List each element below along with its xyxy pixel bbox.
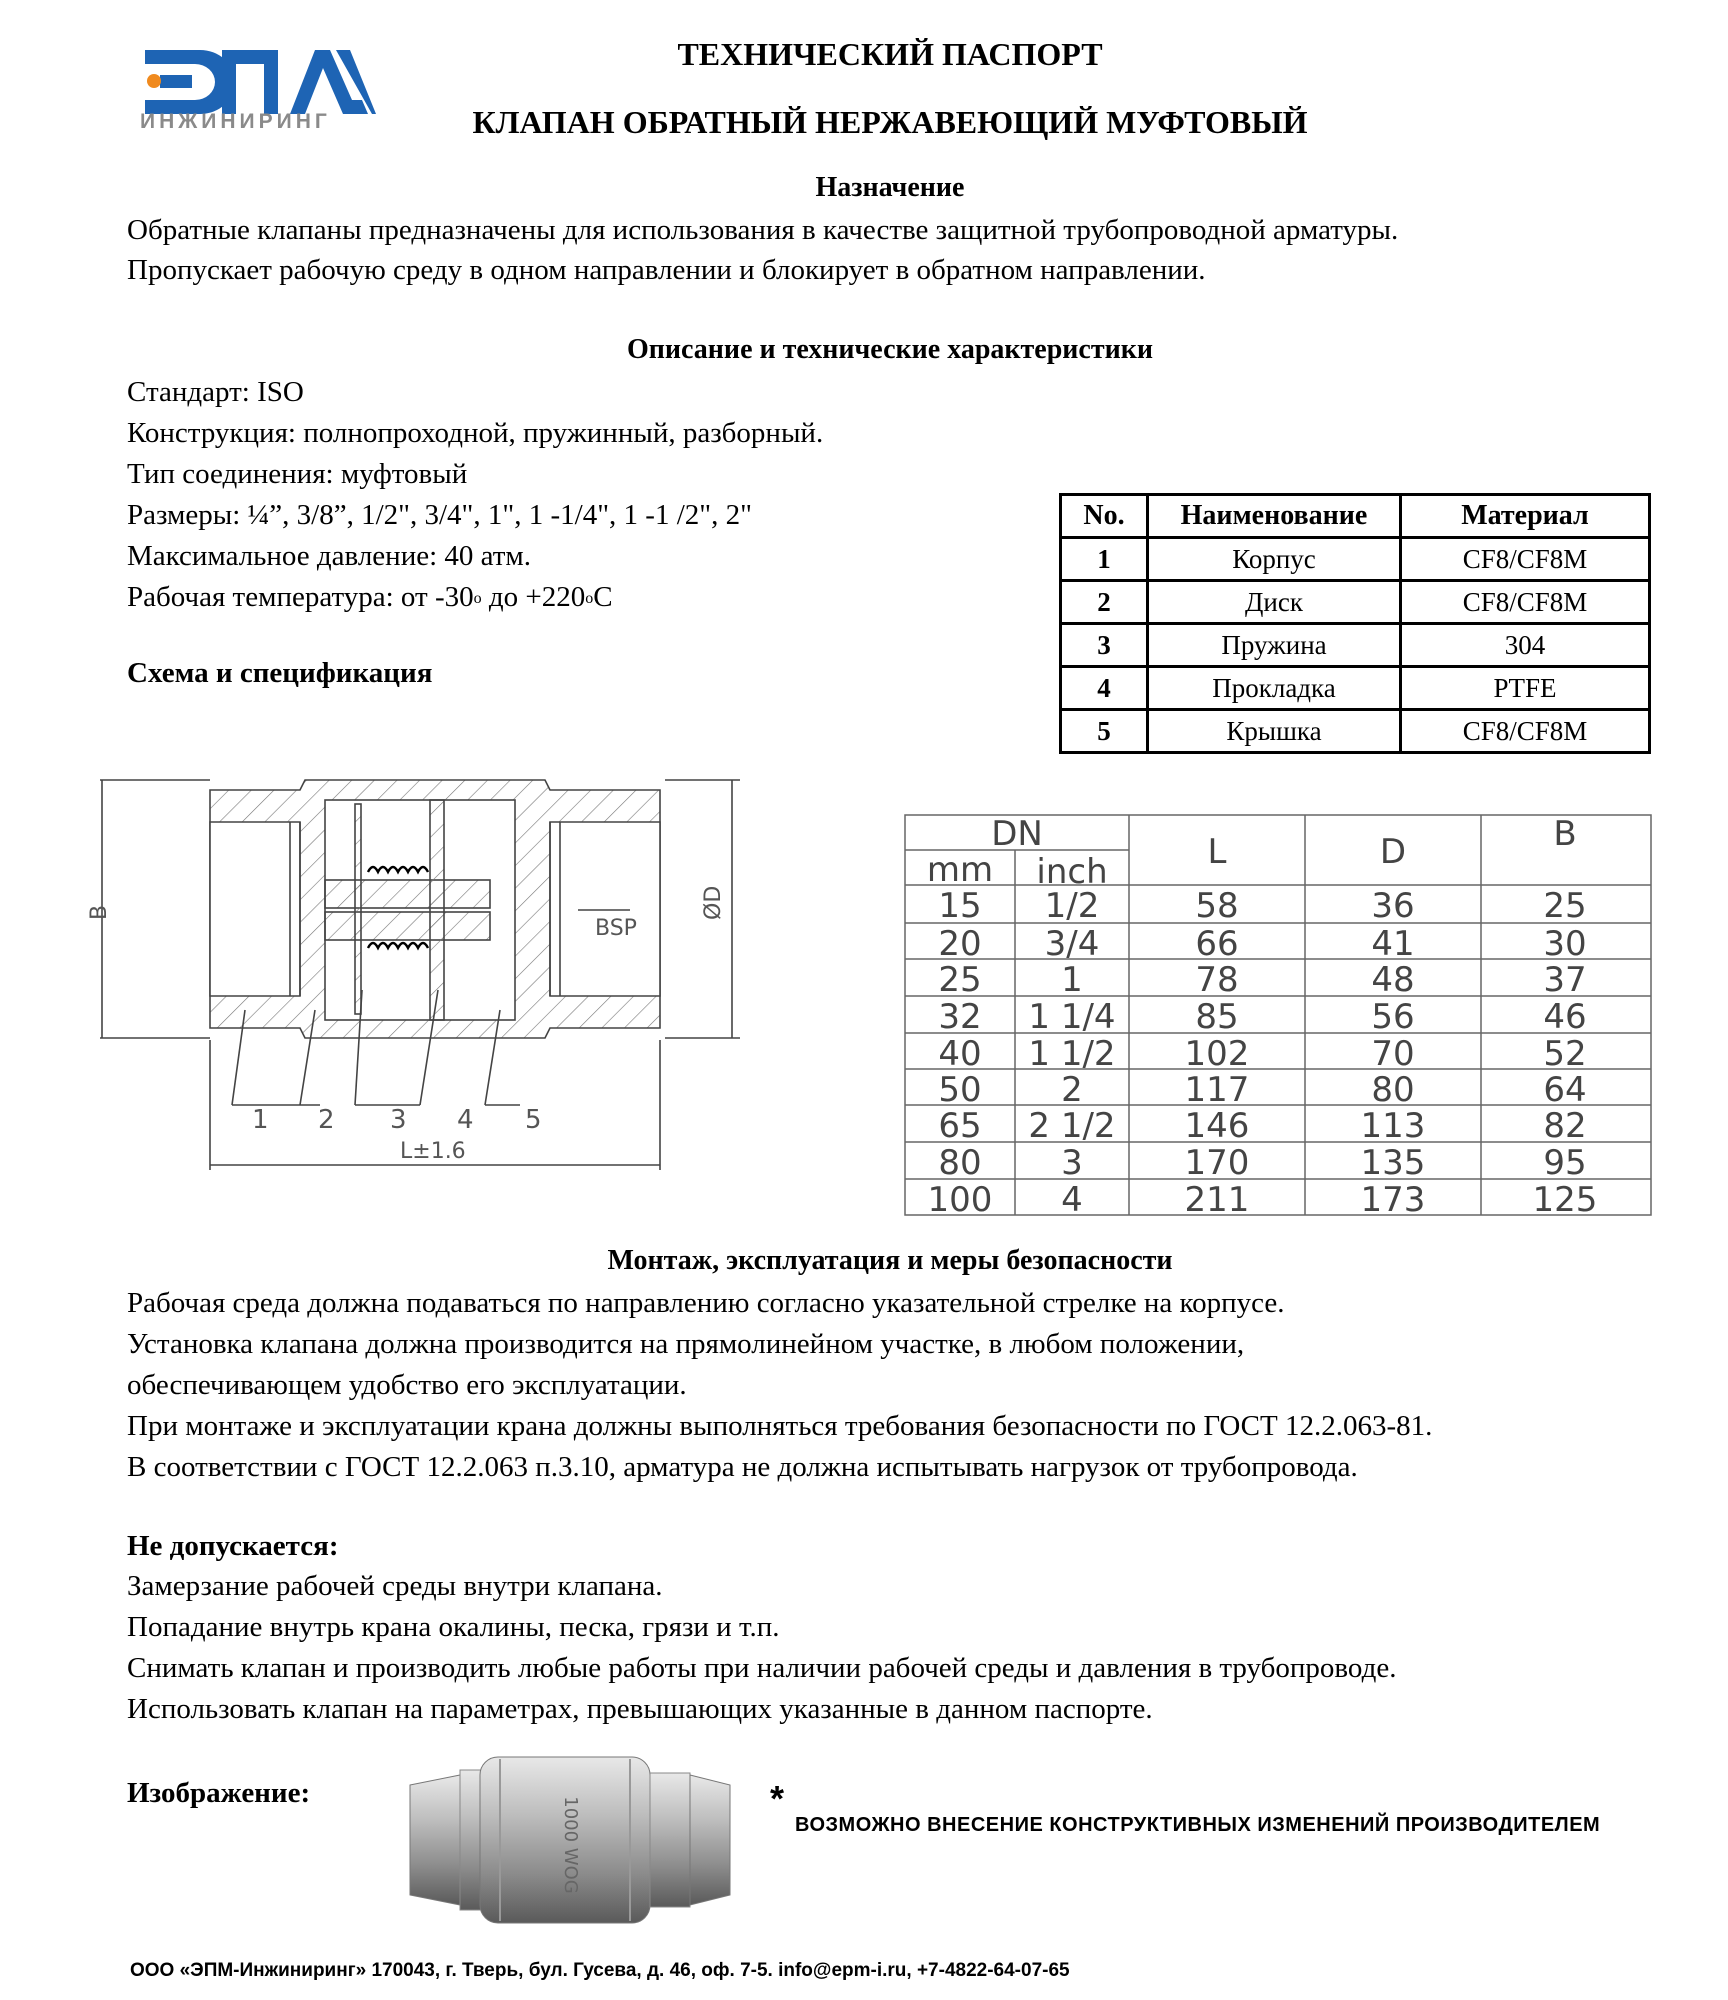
column-header: Наименование [1148,495,1401,538]
dims-cell: 117 [1184,1070,1250,1110]
dims-cell: 66 [1195,924,1239,964]
dims-cell: 46 [1543,997,1587,1037]
valve-section-drawing [87,760,880,1200]
dims-cell: 1 1/2 [1028,1034,1116,1074]
callout-number: 5 [525,1105,542,1135]
dims-cell: 58 [1195,886,1239,926]
bsp-label: BSP [595,916,637,941]
logo-subtitle: ИНЖИНИРИНГ [140,110,331,133]
dims-cell: 125 [1532,1180,1598,1220]
dims-cell: 135 [1360,1143,1426,1183]
table-row [1061,667,1650,710]
parts-table [1059,493,1651,754]
dims-cell: 80 [1371,1070,1415,1110]
dims-cell: 15 [938,886,982,926]
dims-cell: 80 [938,1143,982,1183]
dims-cell: 37 [1543,960,1587,1000]
note-asterisk: * [770,1778,785,1819]
spec-line: Тип соединения: муфтовый [127,458,468,490]
dims-cell: 25 [938,960,982,1000]
table-cell: Корпус [1148,538,1401,581]
spec-line: Конструкция: полнопроходной, пружинный, разборный. [127,417,824,449]
dims-cell: 1 [1061,960,1083,1000]
installation-line: В соответствии с ГОСТ 12.2.063 п.3.10, арматура не должна испытывать нагрузок от трубопровода. [127,1451,1358,1483]
purpose-heading: Назначение [815,172,965,203]
table-cell: 304 [1401,624,1650,667]
dimensions-table [905,814,1651,1220]
table-row [1061,710,1650,753]
table-cell: 4 [1061,667,1148,710]
table-cell: Пружина [1148,624,1401,667]
purpose-line: Обратные клапаны предназначены для использования в качестве защитной трубопроводной арматуры. [127,214,1399,246]
dimension-label-b: B [87,904,112,920]
dims-cell: 173 [1360,1180,1426,1220]
table-cell: PTFE [1401,667,1650,710]
dims-cell: 70 [1371,1034,1415,1074]
installation-line: При монтаже и эксплуатации крана должны выполняться требования безопасности по ГОСТ 12.2.063-81. [127,1410,1433,1442]
forbidden-heading: Не допускается: [127,1530,339,1562]
column-header: No. [1061,495,1148,538]
dims-cell: 211 [1184,1180,1250,1220]
dims-cell: 3 [1061,1143,1083,1183]
dims-cell: 36 [1371,886,1415,926]
dims-cell: 2 1/2 [1028,1106,1116,1146]
document-subtitle: КЛАПАН ОБРАТНЫЙ НЕРЖАВЕЮЩИЙ МУФТОВЫЙ [472,104,1308,140]
dims-cell: 146 [1184,1106,1250,1146]
dimension-label-l: L±1.6 [400,1139,466,1164]
callout-number: 1 [252,1105,269,1135]
spec-line: Стандарт: ISO [127,376,304,408]
dims-cell: 82 [1543,1106,1587,1146]
header-mm: mm [926,850,994,890]
dims-cell: 85 [1195,997,1239,1037]
table-cell: 1 [1061,538,1148,581]
column-header: Материал [1401,495,1650,538]
dimension-label-d: ØD [701,885,726,920]
purpose-line: Пропускает рабочую среду в одном направлении и блокирует в обратном направлении. [127,254,1206,286]
table-row [1061,624,1650,667]
header-b: B [1553,814,1577,854]
table-cell: CF8/CF8M [1401,710,1650,753]
table-cell: Крышка [1148,710,1401,753]
installation-line: Установка клапана должна производится на прямолинейном участке, в любом положении, [127,1328,1245,1360]
dims-cell: 100 [927,1180,993,1220]
callout-number: 3 [390,1105,407,1135]
specs-heading: Описание и технические характеристики [626,334,1153,365]
forbidden-line: Замерзание рабочей среды внутри клапана. [127,1570,663,1602]
header-l: L [1207,832,1227,872]
installation-line: Рабочая среда должна подаваться по направлению согласно указательной стрелке на корпусе. [127,1287,1285,1319]
callout-number: 4 [457,1105,474,1135]
dims-cell: 20 [938,924,982,964]
table-cell: 3 [1061,624,1148,667]
document-title: ТЕХНИЧЕСКИЙ ПАСПОРТ [677,36,1103,72]
footer-contacts: ООО «ЭПМ-Инжиниринг» 170043, г. Тверь, бул. Гусева, д. 46, оф. 7-5. info@epm-i.ru, +7-4822-64-07-65 [130,1960,1070,1981]
dims-cell: 40 [938,1034,982,1074]
table-header-row [1061,495,1650,538]
table-cell: 2 [1061,581,1148,624]
dims-cell: 2 [1061,1070,1083,1110]
table-cell: Прокладка [1148,667,1401,710]
table-cell: Диск [1148,581,1401,624]
dims-cell: 3/4 [1044,924,1100,964]
dims-cell: 170 [1184,1143,1250,1183]
dims-cell: 30 [1543,924,1587,964]
forbidden-line: Попадание внутрь крана окалины, песка, грязи и т.п. [127,1611,780,1643]
callout-number: 2 [318,1105,335,1135]
spec-temperature: Рабочая температура: от $-30^о$ до $+220^оC$ [127,581,613,613]
dims-cell: 32 [938,997,982,1037]
dims-cell: 4 [1061,1180,1083,1220]
forbidden-line: Снимать клапан и производить любые работы при наличии рабочей среды и давления в трубопроводе. [127,1652,1397,1684]
dims-cell: 1 1/4 [1028,997,1116,1037]
table-cell: 5 [1061,710,1148,753]
dims-cell: 25 [1543,886,1587,926]
dims-cell: 78 [1195,960,1239,1000]
scheme-heading: Схема и спецификация [127,657,433,689]
dims-cell: 113 [1360,1106,1426,1146]
valve-marking: 1000 WOG [560,1796,581,1894]
installation-heading: Монтаж, эксплуатация и меры безопасности [607,1245,1173,1276]
header-dn: DN [991,814,1043,854]
dims-cell: 52 [1543,1034,1587,1074]
table-cell: CF8/CF8M [1401,538,1650,581]
header-inch: inch [1036,852,1108,892]
spec-line: Максимальное давление: 40 атм. [127,540,532,572]
dims-cell: 102 [1184,1034,1250,1074]
dims-cell: 48 [1371,960,1415,1000]
dims-cell: 41 [1371,924,1415,964]
manufacturer-note: ВОЗМОЖНО ВНЕСЕНИЕ КОНСТРУКТИВНЫХ ИЗМЕНЕНИЙ ПРОИЗВОДИТЕЛЕМ [795,1814,1601,1836]
dims-cell: 95 [1543,1143,1587,1183]
table-row [1061,538,1650,581]
installation-line: обеспечивающем удобство его эксплуатации. [127,1369,687,1401]
spec-line: Размеры: ¼”, 3/8”, 1/2", 3/4", 1", 1 -1/4", 1 -1 /2", 2" [127,499,752,531]
table-cell: CF8/CF8M [1401,581,1650,624]
dims-cell: 50 [938,1070,982,1110]
dims-cell: 1/2 [1044,886,1100,926]
table-row [1061,581,1650,624]
header-d: D [1379,832,1407,872]
dims-cell: 65 [938,1106,982,1146]
dims-cell: 64 [1543,1070,1587,1110]
valve-photo [400,1745,740,1935]
dims-cell: 56 [1371,997,1415,1037]
forbidden-line: Использовать клапан на параметрах, превышающих указанные в данном паспорте. [127,1693,1153,1725]
image-label: Изображение: [127,1777,311,1809]
